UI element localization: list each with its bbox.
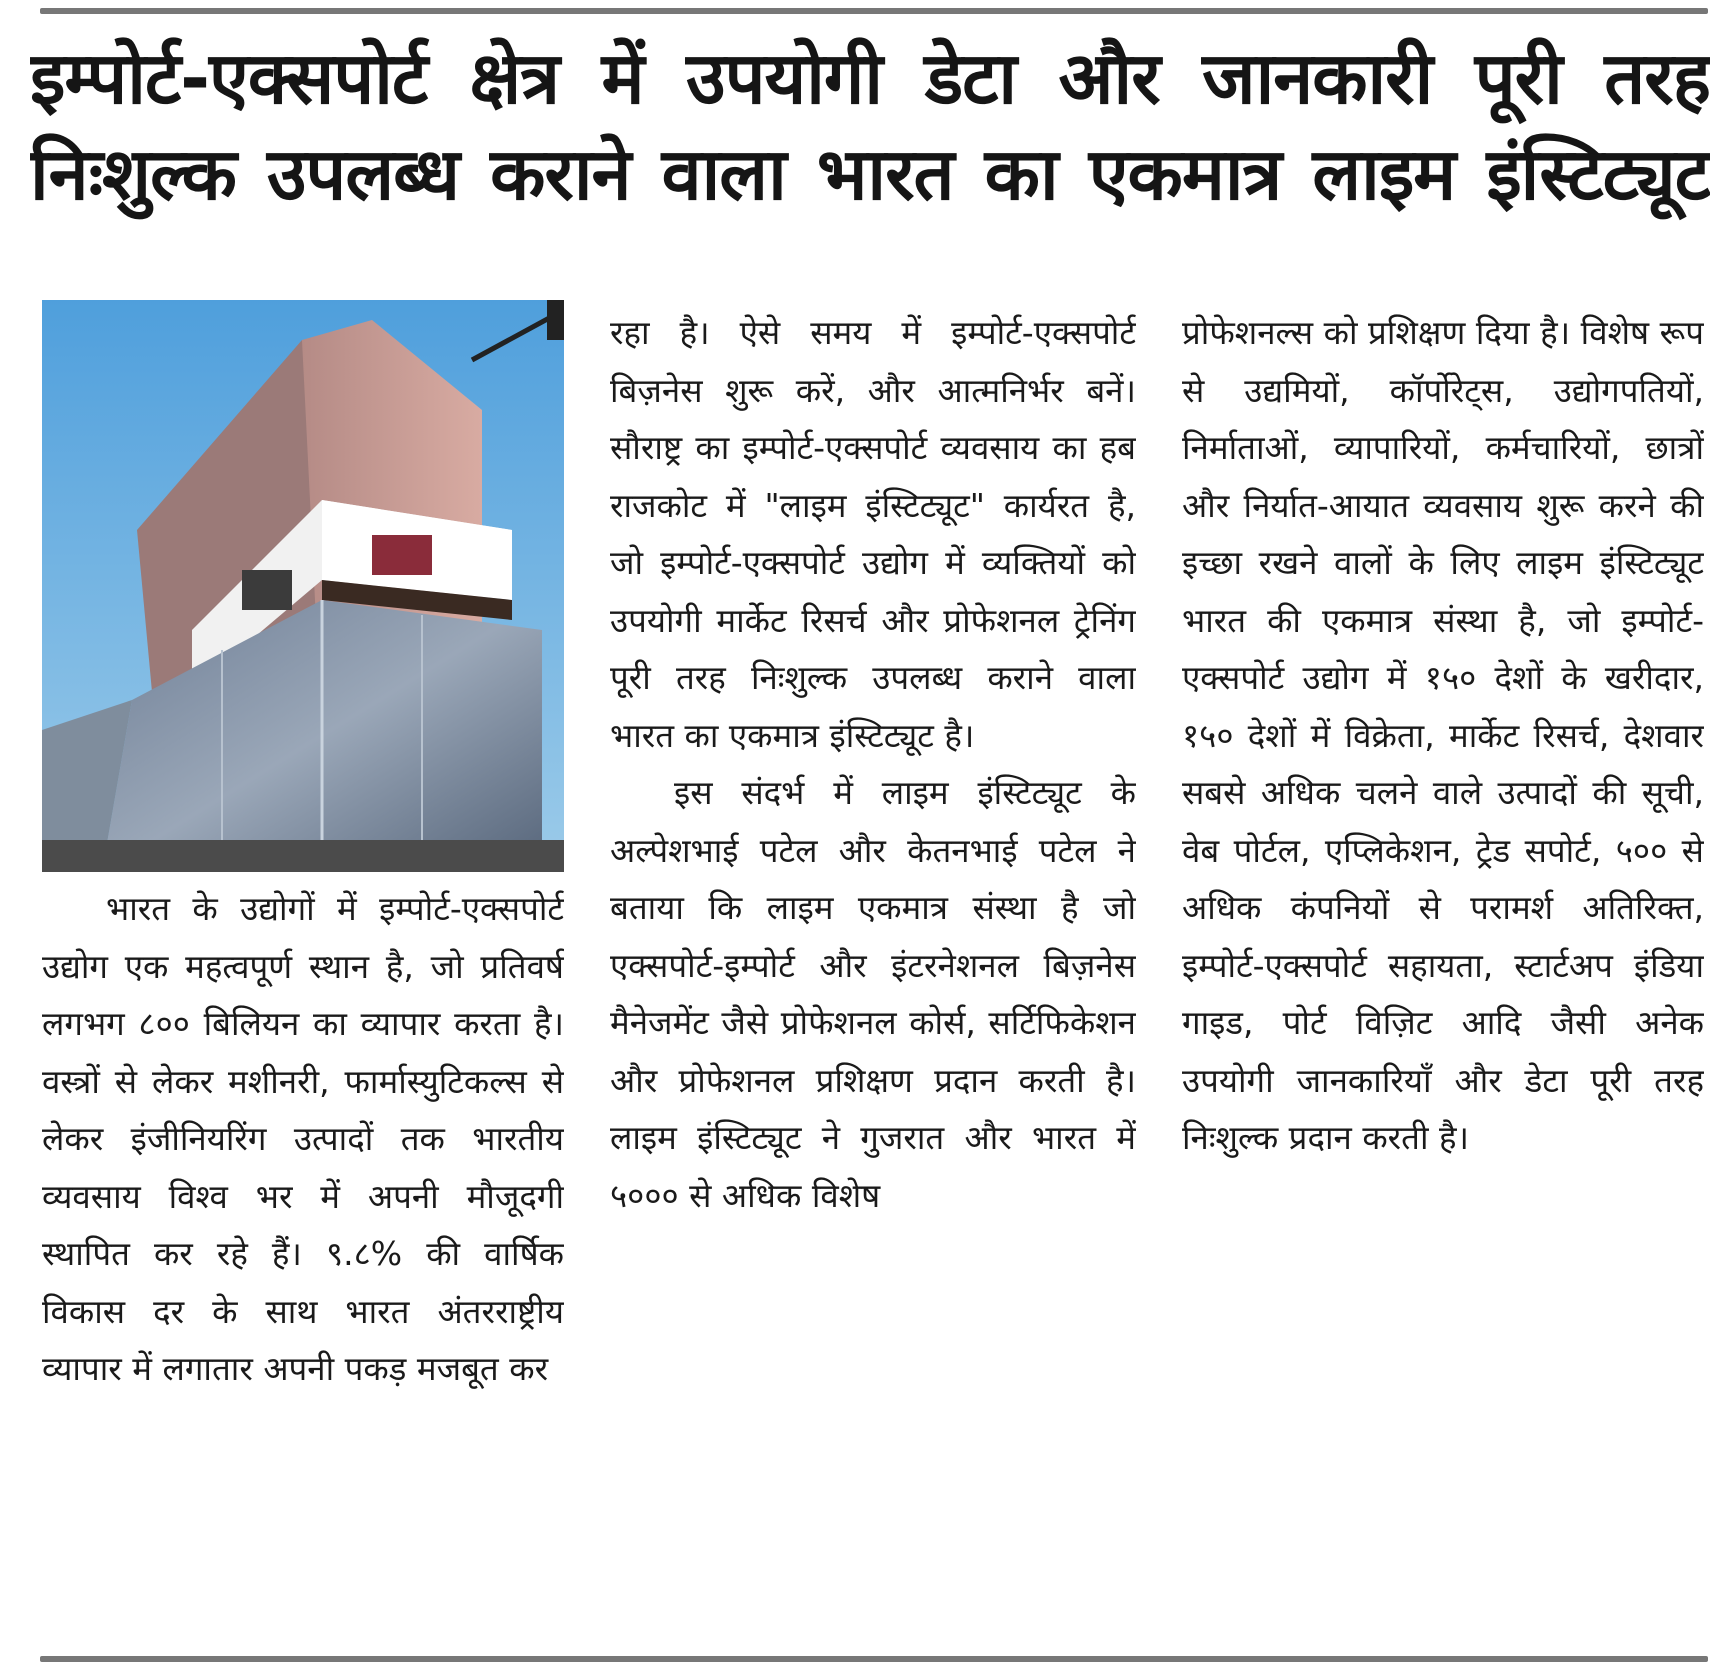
headline (30, 30, 1710, 222)
headline-line-1: इम्पोर्ट-एक्सपोर्ट क्षेत्र में उपयोगी डेटा और जानकारी पूरी तरह (30, 36, 1710, 120)
bottom-rule (40, 1656, 1708, 1662)
column-1-paragraph: भारत के उद्योगों में इम्पोर्ट-एक्सपोर्ट उद्योग एक महत्वपूर्ण स्थान है, जो प्रतिवर्ष लगभग ८०० बिलियन का व्यापार करता है। वस्त्रों से लेकर मशीनरी, फार्मास्युटिकल्स से लेकर इंजीनियरिंग उत्पादों तक भारतीय व्यवसाय विश्व भर में अपनी मौजूदगी स्थापित कर रहे हैं। ९.८% की वार्षिक विकास दर के साथ भारत अंतरराष्ट्रीय व्यापार में लगातार अपनी पकड़ मजबूत कर (42, 889, 564, 1388)
column-3-paragraph: प्रोफेशनल्स को प्रशिक्षण दिया है। विशेष रूप से उद्यमियों, कॉर्पोरेट्स, उद्योगपतियों, निर्माताओं, व्यापारियों, कर्मचारियों, छात्रों और निर्यात-आयात व्यवसाय शुरू करने की इच्छा रखने वालों के लिए लाइम इंस्टिट्यूट भारत की एकमात्र संस्था है, जो इम्पोर्ट-एक्सपोर्ट उद्योग में १५० देशों के खरीदार, १५० देशों में विक्रेता, मार्केट रिसर्च, देशवार सबसे अधिक चलने वाले उत्पादों की सूची, वेब पोर्टल, एप्लिकेशन, ट्रेड सपोर्ट, ५०० से अधिक कंपनियों से परामर्श अतिरिक्त, इम्पोर्ट-एक्सपोर्ट सहायता, स्टार्टअप इंडिया गाइड, पोर्ट विज़िट आदि जैसी अनेक उपयोगी जानकारियाँ और डेटा पूरी तरह निःशुल्क प्रदान करती है। (1182, 313, 1704, 1157)
headline-line-2: निःशुल्क उपलब्ध कराने वाला भारत का एकमात्र लाइम इंस्टिट्यूट (30, 132, 1710, 216)
column-2-paragraph-2: इस संदर्भ में लाइम इंस्टिट्यूट के अल्पेशभाई पटेल और केतनभाई पटेल ने बताया कि लाइम एकमात्र संस्था है जो एक्सपोर्ट-इम्पोर्ट और इंटरनेशनल बिज़नेस मैनेजमेंट जैसे प्रोफेशनल कोर्स, सर्टिफिकेशन और प्रोफेशनल प्रशिक्षण प्रदान करती है। लाइम इंस्टिट्यूट ने गुजरात और भारत में ५००० से अधिक विशेष (610, 773, 1136, 1215)
article-column-1 (42, 880, 564, 1640)
article-column-2 (610, 304, 1136, 1644)
article-column-3 (1182, 304, 1704, 1644)
building-photo (42, 300, 564, 872)
column-2-paragraph-1: रहा है। ऐसे समय में इम्पोर्ट-एक्सपोर्ट बिज़नेस शुरू करें, और आत्मनिर्भर बनें। सौराष्ट्र का इम्पोर्ट-एक्सपोर्ट व्यवसाय का हब राजकोट में "लाइम इंस्टिट्यूट" कार्यरत है, जो इम्पोर्ट-एक्सपोर्ट उद्योग में व्यक्तियों को उपयोगी मार्केट रिसर्च और प्रोफेशनल ट्रेनिंग पूरी तरह निःशुल्क उपलब्ध कराने वाला भारत का एकमात्र इंस्टिट्यूट है। (610, 313, 1136, 755)
top-rule (40, 8, 1708, 14)
